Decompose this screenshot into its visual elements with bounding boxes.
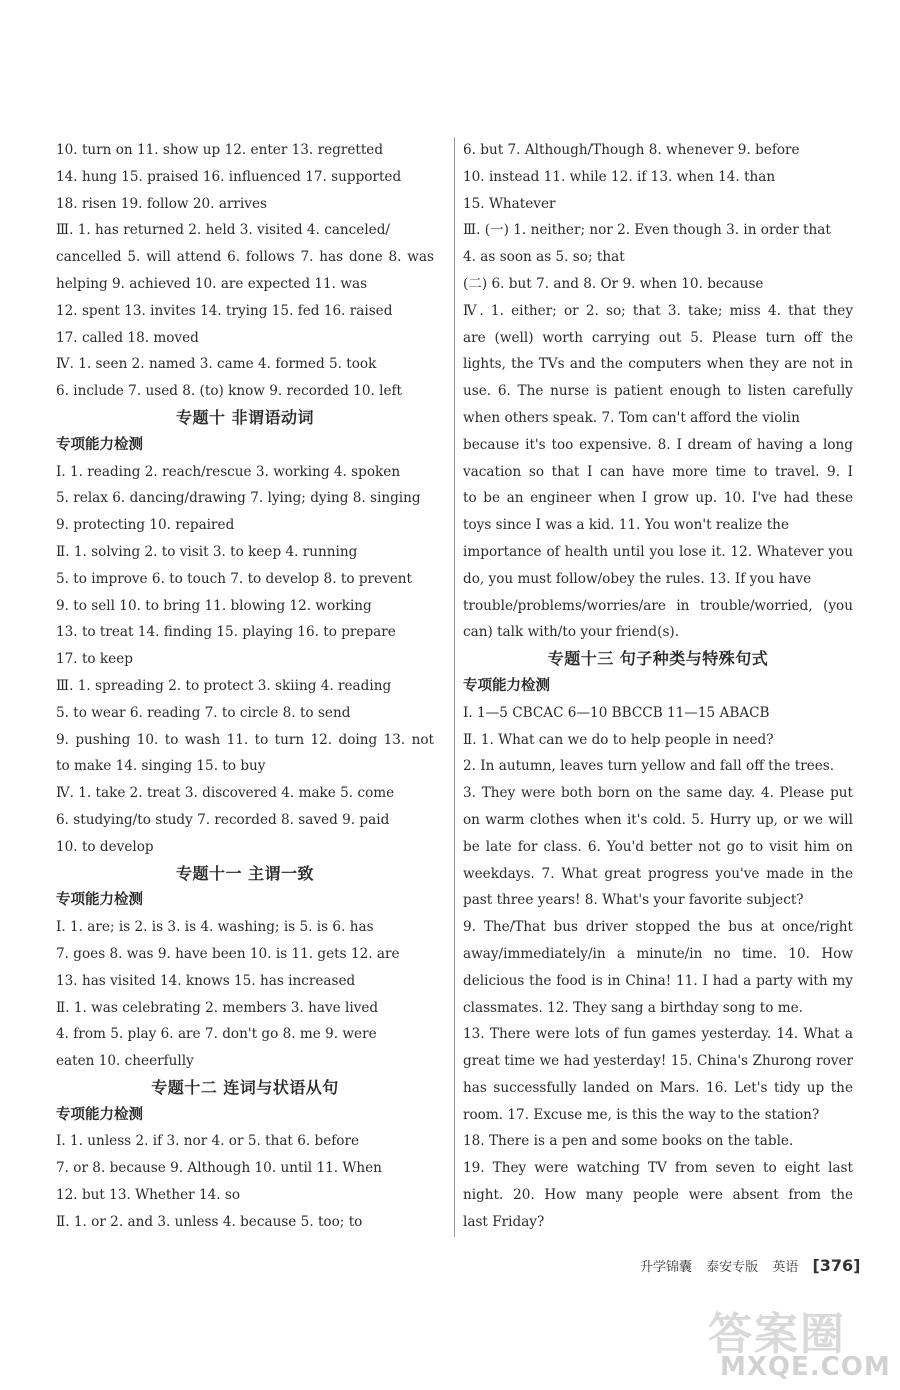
answer-line: 5. relax 6. dancing/drawing 7. lying; dying 8. singing: [56, 490, 421, 507]
answer-line: toys since I was a kid. 11. You won't realize the: [463, 517, 789, 534]
answer-line: cancelled 5. will attend 6. follows 7. has done 8. was: [56, 249, 434, 266]
answer-line: 3. They were both born on the same day. 4. Please put: [463, 785, 853, 802]
answer-line: Ⅰ. 1—5 CBCAC 6—10 BBCCB 11—15 ABACB: [463, 704, 770, 721]
answer-line: delicious the food is in China! 11. I had a party with my: [463, 972, 853, 989]
section-heading: 专题十一 主谓一致: [175, 863, 315, 883]
answer-line: 13. There were lots of fun games yesterday. 14. What a: [463, 1026, 853, 1043]
answer-line: 7. goes 8. was 9. have been 10. is 11. gets 12. are: [56, 945, 400, 962]
subsection-heading: 专项能力检测: [463, 677, 550, 694]
answer-line: 5. to improve 6. to touch 7. to develop 8. to prevent: [56, 570, 413, 587]
answer-line: past three years! 8. What's your favorite subject?: [463, 892, 804, 909]
answer-line: (二) 6. but 7. and 8. Or 9. when 10. because: [463, 275, 764, 292]
answer-line: Ⅱ. 1. was celebrating 2. members 3. have lived: [56, 999, 379, 1016]
section-heading: 专题十三 句子种类与特殊句式: [547, 649, 769, 669]
answer-line: 17. called 18. moved: [56, 329, 199, 346]
subsection-heading: 专项能力检测: [56, 1106, 143, 1123]
answer-line: Ⅲ. 1. spreading 2. to protect 3. skiing 4. reading: [56, 677, 392, 694]
answer-line: Ⅰ. 1. are; is 2. is 3. is 4. washing; is 5. is 6. has: [56, 919, 374, 936]
answer-line: to be an engineer when I grow up. 10. I've had these: [463, 490, 853, 507]
answer-line: 10. to develop: [56, 838, 154, 855]
answer-line: Ⅱ. 1. or 2. and 3. unless 4. because 5. too; to: [56, 1213, 363, 1230]
answer-line: to make 14. singing 15. to buy: [56, 758, 266, 775]
answer-line: 9. to sell 10. to bring 11. blowing 12. working: [56, 597, 372, 614]
section-heading: 专题十 非谓语动词: [175, 407, 315, 427]
answer-line: last Friday?: [463, 1213, 545, 1230]
answer-line: Ⅱ. 1. What can we do to help people in need?: [463, 731, 774, 748]
page-footer: [640, 1256, 861, 1275]
footer-subject: 英语: [772, 1260, 799, 1275]
answer-line: helping 9. achieved 10. are expected 11. was: [56, 275, 368, 292]
left-column: [56, 137, 434, 1236]
answer-line: 9. The/That bus driver stopped the bus at once/right: [463, 919, 853, 936]
answer-line: Ⅲ. (一) 1. neither; nor 2. Even though 3. in order that: [463, 222, 831, 239]
answer-line: Ⅲ. 1. has returned 2. held 3. visited 4. canceled/: [56, 222, 391, 239]
answer-line: Ⅳ. 1. seen 2. named 3. came 4. formed 5. took: [56, 356, 377, 373]
answer-line: 4. as soon as 5. so; that: [463, 249, 625, 266]
watermark-logo: [708, 1298, 891, 1382]
answer-line: 6. but 7. Although/Though 8. whenever 9. before: [463, 142, 800, 158]
answer-line: lights, the TVs and the computers when they are not in: [463, 356, 853, 373]
answer-line: 9. protecting 10. repaired: [56, 517, 235, 534]
footer-edition: 泰安专版: [706, 1260, 759, 1275]
answer-line: can) talk with/to your friend(s).: [463, 624, 680, 641]
answer-line: Ⅳ. 1. take 2. treat 3. discovered 4. make 5. come: [56, 785, 395, 802]
answer-line: 14. hung 15. praised 16. influenced 17. supported: [56, 168, 402, 185]
section-heading: 专题十二 连词与状语从句: [151, 1077, 339, 1097]
answer-line: do, you must follow/obey the rules. 13. If you have: [463, 570, 812, 587]
answer-line: Ⅰ. 1. reading 2. reach/rescue 3. working 4. spoken: [56, 463, 401, 480]
answer-line: vacation so that I can have more time to travel. 9. I: [463, 463, 853, 480]
answer-line: 6. studying/to study 7. recorded 8. saved 9. paid: [56, 811, 390, 828]
answer-line: 4. from 5. play 6. are 7. don't go 8. me 9. were: [56, 1026, 377, 1043]
answer-line: 10. turn on 11. show up 12. enter 13. regretted: [56, 142, 384, 158]
answer-line: weekdays. 7. What great progress you've made in the: [463, 865, 853, 882]
answer-line: trouble/problems/worries/are in trouble/worried, (you: [463, 597, 853, 614]
answer-line: on warm clothes when it's cold. 5. Hurry up, or we will: [463, 811, 853, 828]
answer-line: 5. to wear 6. reading 7. to circle 8. to send: [56, 704, 351, 721]
column-divider: [454, 137, 455, 1237]
answer-line: 7. or 8. because 9. Although 10. until 11. When: [56, 1160, 382, 1177]
answer-line: room. 17. Excuse me, is this the way to the station?: [463, 1106, 820, 1123]
answer-line: great time we had yesterday! 15. China's Zhurong rover: [463, 1053, 853, 1070]
answer-line: has successfully landed on Mars. 16. Let's tidy up the: [463, 1079, 853, 1096]
answer-line: 15. Whatever: [463, 195, 556, 212]
subsection-heading: 专项能力检测: [56, 892, 143, 909]
subsection-heading: 专项能力检测: [56, 436, 143, 453]
answer-line: 2. In autumn, leaves turn yellow and fall off the trees.: [463, 758, 835, 775]
answer-line: 18. risen 19. follow 20. arrives: [56, 195, 267, 212]
answer-line: 18. There is a pen and some books on the table.: [463, 1133, 794, 1150]
answer-line: night. 20. How many people were absent from the: [463, 1187, 853, 1204]
answer-line: 12. spent 13. invites 14. trying 15. fed 16. raised: [56, 302, 393, 319]
answer-line: be late for class. 6. You'd better not go to visit him on: [463, 838, 853, 855]
answer-line: 12. but 13. Whether 14. so: [56, 1187, 241, 1204]
right-column: [463, 137, 853, 1236]
watermark-domain-text: MXQE.COM: [720, 1352, 891, 1382]
answer-line: eaten 10. cheerfully: [56, 1053, 194, 1070]
answer-line: 13. to treat 14. finding 15. playing 16. to prepare: [56, 624, 396, 641]
watermark-main-text: 答案圈: [708, 1309, 846, 1360]
answer-line: Ⅱ. 1. solving 2. to visit 3. to keep 4. running: [56, 543, 358, 560]
answer-line: 13. has visited 14. knows 15. has increased: [56, 972, 356, 989]
answer-line: Ⅰ. 1. unless 2. if 3. nor 4. or 5. that 6. before: [56, 1133, 360, 1150]
answer-line: 19. They were watching TV from seven to eight last: [463, 1160, 853, 1177]
answer-line: 17. to keep: [56, 651, 133, 668]
answer-line: away/immediately/in a minute/in no time. 10. How: [463, 945, 853, 962]
answer-line: importance of health until you lose it. 12. Whatever you: [463, 543, 853, 560]
footer-book-title: 升学锦囊: [640, 1260, 693, 1275]
answer-line: Ⅳ. 1. either; or 2. so; that 3. take; miss 4. that they: [463, 302, 853, 319]
answer-line: use. 6. The nurse is patient enough to listen carefully: [463, 383, 853, 400]
answer-line: when others speak. 7. Tom can't afford the violin: [463, 409, 800, 426]
answer-line: classmates. 12. They sang a birthday song to me.: [463, 999, 803, 1016]
page-number: [376]: [812, 1256, 861, 1275]
answer-line: 10. instead 11. while 12. if 13. when 14. than: [463, 168, 776, 185]
answer-line: because it's too expensive. 8. I dream of having a long: [463, 436, 853, 453]
answer-line: are (well) worth carrying out 5. Please turn off the: [463, 329, 853, 346]
answer-line: 9. pushing 10. to wash 11. to turn 12. doing 13. not: [56, 731, 434, 748]
answer-line: 6. include 7. used 8. (to) know 9. recorded 10. left: [56, 383, 402, 400]
